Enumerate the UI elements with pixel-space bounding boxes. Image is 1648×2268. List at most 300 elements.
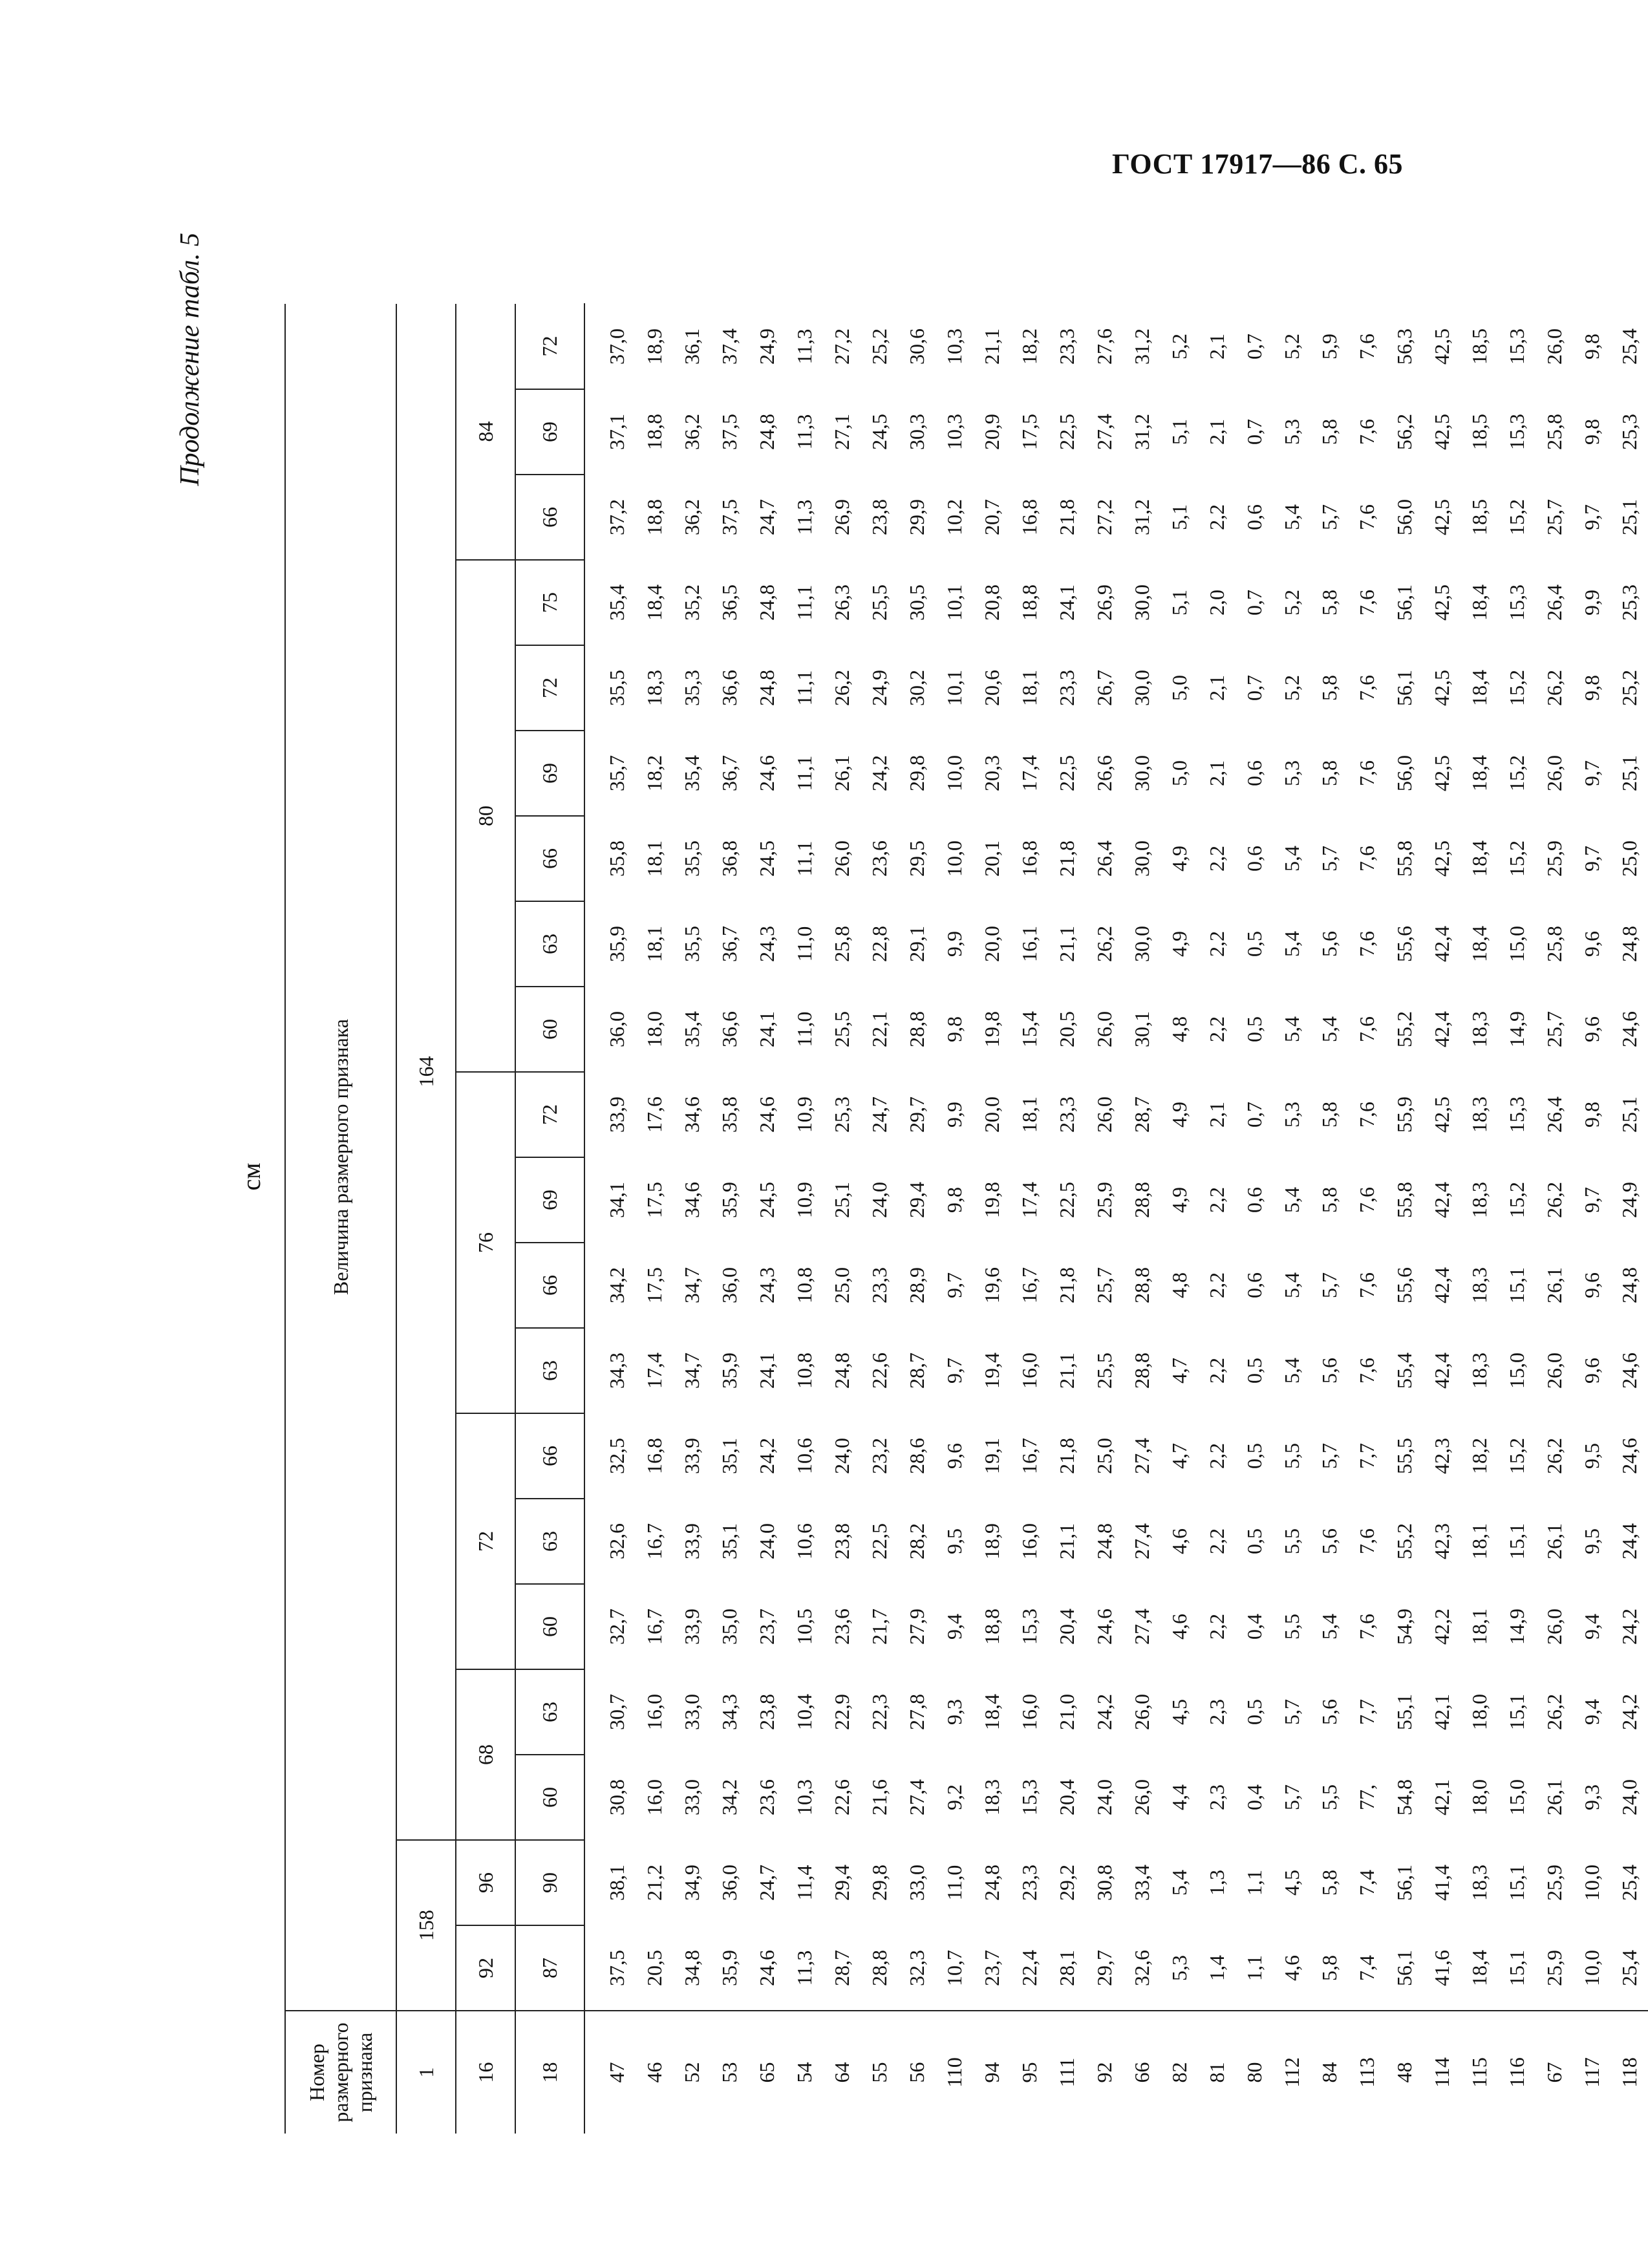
table-cell: 26,1	[1543, 1267, 1566, 1303]
table-cell: 42,4	[1430, 1353, 1453, 1389]
table-cell: 33,9	[680, 1609, 703, 1645]
table-cell: 2,2	[1205, 1443, 1228, 1469]
table-cell: 37,1	[605, 414, 628, 450]
row-number: 118	[1611, 2011, 1648, 2134]
table-cell: 21,8	[1055, 840, 1078, 877]
table-cell: 5,4	[1280, 1358, 1303, 1384]
table-cell: 18,8	[1018, 584, 1041, 621]
table-cell: 26,1	[830, 755, 853, 791]
table-cell: 30,5	[905, 584, 928, 621]
row1-label: 1	[396, 2011, 456, 2134]
table-row	[748, 304, 786, 2134]
table-row	[1498, 304, 1536, 2134]
table-cell: 5,7	[1318, 504, 1341, 530]
table-cell: 19,6	[980, 1267, 1003, 1303]
table-cell: 9,4	[1580, 1699, 1603, 1725]
table-cell: 7,6	[1355, 675, 1378, 701]
table-cell: 35,8	[718, 1097, 741, 1133]
table-cell: 9,6	[1580, 1358, 1603, 1384]
table-cell: 26,0	[830, 840, 853, 877]
table-row	[1198, 304, 1236, 2134]
table-cell: 5,6	[1318, 931, 1341, 957]
table-cell: 20,8	[980, 584, 1003, 621]
table-cell: 56,0	[1393, 499, 1416, 535]
table-cell: 16,7	[643, 1609, 666, 1645]
row-number: 114	[1423, 2011, 1461, 2134]
waist-header: 66	[515, 816, 584, 901]
table-cell: 2,2	[1205, 1358, 1228, 1384]
table-cell: 30,6	[905, 328, 928, 365]
table-cell: 21,8	[1055, 1438, 1078, 1474]
table-cell: 24,8	[830, 1353, 853, 1389]
table-cell: 0,4	[1243, 1614, 1266, 1640]
table-cell: 9,8	[943, 1187, 966, 1213]
table-cell: 4,9	[1168, 846, 1191, 872]
table-cell: 10,7	[943, 1950, 966, 1986]
table-row	[936, 304, 973, 2134]
table-cell: 11,1	[793, 840, 816, 877]
table-cell: 9,3	[1580, 1784, 1603, 1810]
table-cell: 0,5	[1243, 1016, 1266, 1042]
table-cell: 25,5	[868, 584, 891, 621]
table-cell: 10,5	[793, 1609, 816, 1645]
table-cell: 5,5	[1280, 1614, 1303, 1640]
table-cell: 18,0	[1468, 1694, 1491, 1730]
table-cell: 2,0	[1205, 590, 1228, 615]
table-cell: 15,3	[1505, 414, 1528, 450]
table-cell: 4,6	[1168, 1614, 1191, 1640]
table-cell: 36,5	[718, 584, 741, 621]
table-cell: 35,5	[680, 926, 703, 962]
table-cell: 9,6	[1580, 1272, 1603, 1298]
table-cell: 35,2	[680, 584, 703, 621]
table-cell: 15,1	[1505, 1950, 1528, 1986]
table-cell: 22,4	[1018, 1950, 1041, 1986]
table-cell: 5,2	[1280, 334, 1303, 359]
table-cell: 34,1	[605, 1182, 628, 1218]
table-cell: 18,1	[643, 926, 666, 962]
table-cell: 23,3	[1018, 1865, 1041, 1901]
table-cell: 18,3	[980, 1779, 1003, 1815]
table-cell: 34,6	[680, 1182, 703, 1218]
table-cell: 16,7	[1018, 1438, 1041, 1474]
row-number: 111	[1048, 2011, 1086, 2134]
table-cell: 9,8	[1580, 1102, 1603, 1128]
table-cell: 35,9	[718, 1950, 741, 1986]
table-cell: 29,4	[905, 1182, 928, 1218]
row-number: 95	[1011, 2011, 1048, 2134]
table-cell: 5,5	[1280, 1528, 1303, 1554]
waist-header: 72	[515, 304, 584, 389]
table-cell: 2,2	[1205, 931, 1228, 957]
table-cell: 33,9	[680, 1523, 703, 1559]
table-cell: 25,0	[830, 1267, 853, 1303]
table-cell: 22,5	[868, 1523, 891, 1559]
table-cell: 23,7	[980, 1950, 1003, 1986]
table-cell: 25,4	[1618, 328, 1641, 365]
table-cell: 4,5	[1168, 1699, 1191, 1725]
table-cell: 30,0	[1130, 584, 1153, 621]
table-cell: 24,8	[1618, 926, 1641, 962]
group-header: Величина размерного признака	[285, 304, 396, 2011]
table-cell: 0,5	[1243, 931, 1266, 957]
table-cell: 9,5	[1580, 1528, 1603, 1554]
table-cell: 18,4	[1468, 670, 1491, 706]
table-cell: 42,5	[1430, 840, 1453, 877]
table-cell: 26,2	[830, 670, 853, 706]
table-cell: 5,4	[1318, 1614, 1341, 1640]
table-cell: 35,4	[605, 584, 628, 621]
table-cell: 23,3	[868, 1267, 891, 1303]
table-cell: 5,3	[1280, 419, 1303, 445]
table-cell: 28,8	[1130, 1182, 1153, 1218]
table-cell: 10,6	[793, 1523, 816, 1559]
table-cell: 16,7	[643, 1523, 666, 1559]
table-cell: 0,7	[1243, 675, 1266, 701]
table-cell: 5,2	[1280, 675, 1303, 701]
table-cell: 25,7	[1093, 1267, 1116, 1303]
height-group-158: 158	[396, 1840, 456, 2011]
row-number: 94	[973, 2011, 1011, 2134]
table-cell: 0,4	[1243, 1784, 1266, 1810]
table-cell: 18,4	[1468, 755, 1491, 791]
table-cell: 7,6	[1355, 1272, 1378, 1298]
table-cell: 30,2	[905, 670, 928, 706]
row-number: 67	[1536, 2011, 1573, 2134]
table-cell: 22,5	[1055, 414, 1078, 450]
table-cell: 23,3	[1055, 328, 1078, 365]
table-cell: 5,7	[1280, 1784, 1303, 1810]
table-cell: 7,4	[1355, 1955, 1378, 1981]
unit-label: см	[237, 1162, 266, 1191]
table-cell: 22,9	[830, 1694, 853, 1730]
table-row	[1048, 304, 1086, 2134]
table-cell: 18,4	[1468, 584, 1491, 621]
table-cell: 24,7	[755, 1865, 778, 1901]
chest-header: 92	[456, 1925, 515, 2011]
table-cell: 25,0	[1093, 1438, 1116, 1474]
table-cell: 30,3	[905, 414, 928, 450]
table-cell: 27,4	[1093, 414, 1116, 450]
chest-header: 84	[456, 304, 515, 560]
table-cell: 24,2	[868, 755, 891, 791]
table-cell: 24,9	[1618, 1182, 1641, 1218]
table-cell: 5,7	[1318, 846, 1341, 872]
table-cell: 24,0	[1618, 1779, 1641, 1815]
table-cell: 42,3	[1430, 1438, 1453, 1474]
table-cell: 29,1	[905, 926, 928, 962]
table-cell: 37,0	[605, 328, 628, 365]
table-cell: 54,9	[1393, 1609, 1416, 1645]
table-cell: 21,8	[1055, 499, 1078, 535]
table-cell: 36,2	[680, 414, 703, 450]
table-cell: 32,6	[1130, 1950, 1153, 1986]
table-cell: 21,8	[1055, 1267, 1078, 1303]
table-cell: 0,6	[1243, 504, 1266, 530]
waist-header: 63	[515, 901, 584, 987]
table-row	[1123, 304, 1161, 2134]
table-cell: 5,6	[1318, 1699, 1341, 1725]
table-cell: 9,9	[1580, 590, 1603, 615]
table-cell: 26,2	[1543, 1694, 1566, 1730]
table-cell: 5,1	[1168, 590, 1191, 615]
waist-header: 69	[515, 731, 584, 816]
table-cell: 24,6	[1618, 1438, 1641, 1474]
table-cell: 5,5	[1318, 1784, 1341, 1810]
table-cell: 5,3	[1280, 1102, 1303, 1128]
table-cell: 18,4	[1468, 1950, 1491, 1986]
row-number: 48	[1386, 2011, 1423, 2134]
table-cell: 25,9	[1543, 840, 1566, 877]
table-cell: 55,6	[1393, 1267, 1416, 1303]
table-cell: 30,0	[1130, 755, 1153, 791]
table-cell: 15,1	[1505, 1523, 1528, 1559]
table-cell: 11,3	[793, 499, 816, 535]
row-number: 84	[1311, 2011, 1348, 2134]
table-cell: 5,4	[1280, 1272, 1303, 1298]
table-cell: 27,9	[905, 1609, 928, 1645]
waist-header: 66	[515, 475, 584, 560]
table-cell: 11,0	[793, 926, 816, 962]
table-cell: 1,4	[1205, 1955, 1228, 1981]
chest-header: 72	[456, 1413, 515, 1669]
table-cell: 22,6	[868, 1353, 891, 1389]
continuation-label: Продолжение табл. 5	[175, 233, 205, 486]
row-number: 81	[1198, 2011, 1236, 2134]
table-cell: 18,5	[1468, 499, 1491, 535]
table-cell: 24,5	[755, 1182, 778, 1218]
table-cell: 24,4	[1618, 1523, 1641, 1559]
table-cell: 29,9	[905, 499, 928, 535]
table-cell: 30,8	[605, 1779, 628, 1815]
table-row	[1423, 304, 1461, 2134]
table-cell: 2,3	[1205, 1699, 1228, 1725]
table-cell: 18,2	[1018, 328, 1041, 365]
table-cell: 27,2	[830, 328, 853, 365]
table-cell: 19,8	[980, 1182, 1003, 1218]
table-cell: 0,5	[1243, 1443, 1266, 1469]
table-cell: 17,4	[643, 1353, 666, 1389]
table-cell: 25,3	[830, 1097, 853, 1133]
table-cell: 0,6	[1243, 846, 1266, 872]
table-cell: 56,0	[1393, 755, 1416, 791]
table-cell: 29,5	[905, 840, 928, 877]
table-row	[861, 304, 898, 2134]
table-cell: 27,2	[1093, 499, 1116, 535]
table-cell: 16,0	[643, 1779, 666, 1815]
table-cell: 25,9	[1543, 1865, 1566, 1901]
table-cell: 42,5	[1430, 670, 1453, 706]
table-cell: 26,4	[1543, 584, 1566, 621]
table-cell: 2,1	[1205, 760, 1228, 786]
table-cell: 15,3	[1505, 584, 1528, 621]
table-cell: 16,0	[1018, 1523, 1041, 1559]
table-cell: 20,0	[980, 1097, 1003, 1133]
table-cell: 2,2	[1205, 1614, 1228, 1640]
waist-header: 72	[515, 1072, 584, 1157]
chest-header: 96	[456, 1840, 515, 1925]
table-cell: 20,9	[980, 414, 1003, 450]
table-row	[1461, 304, 1498, 2134]
table-cell: 23,2	[868, 1438, 891, 1474]
table-cell: 24,6	[755, 1950, 778, 1986]
table-cell: 26,3	[830, 584, 853, 621]
table-cell: 2,1	[1205, 419, 1228, 445]
table-cell: 18,3	[1468, 1011, 1491, 1047]
table-cell: 25,2	[868, 328, 891, 365]
table-cell: 5,2	[1168, 334, 1191, 359]
table-cell: 10,0	[1580, 1865, 1603, 1901]
table-cell: 16,0	[1018, 1353, 1041, 1389]
table-cell: 24,1	[1055, 584, 1078, 621]
table-cell: 18,5	[1468, 328, 1491, 365]
table-cell: 5,4	[1280, 931, 1303, 957]
table-cell: 35,5	[680, 840, 703, 877]
table-cell: 5,1	[1168, 504, 1191, 530]
table-cell: 20,4	[1055, 1609, 1078, 1645]
table-cell: 7,6	[1355, 846, 1378, 872]
table-cell: 27,4	[1130, 1438, 1153, 1474]
table-cell: 15,2	[1505, 840, 1528, 877]
table-cell: 9,8	[1580, 419, 1603, 445]
table-cell: 17,5	[1018, 414, 1041, 450]
table-cell: 15,1	[1505, 1694, 1528, 1730]
table-cell: 5,8	[1318, 419, 1341, 445]
table-cell: 25,5	[1093, 1353, 1116, 1389]
chest-header: 76	[456, 1072, 515, 1413]
table-cell: 35,0	[718, 1609, 741, 1645]
table-cell: 4,6	[1168, 1528, 1191, 1554]
table-cell: 42,5	[1430, 499, 1453, 535]
table-cell: 4,9	[1168, 1102, 1191, 1128]
table-cell: 9,2	[943, 1784, 966, 1810]
table-cell: 34,7	[680, 1353, 703, 1389]
table-cell: 55,5	[1393, 1438, 1416, 1474]
waist-header: 75	[515, 560, 584, 645]
table-cell: 5,0	[1168, 675, 1191, 701]
table-cell: 17,4	[1018, 755, 1041, 791]
table-cell: 35,9	[718, 1353, 741, 1389]
table-cell: 30,0	[1130, 670, 1153, 706]
table-cell: 0,6	[1243, 1187, 1266, 1213]
table-cell: 36,6	[718, 670, 741, 706]
table-cell: 35,7	[605, 755, 628, 791]
chest-header: 68	[456, 1669, 515, 1840]
table-cell: 24,0	[868, 1182, 891, 1218]
table-cell: 42,5	[1430, 414, 1453, 450]
table-cell: 19,4	[980, 1353, 1003, 1389]
table-cell: 15,3	[1018, 1609, 1041, 1645]
table-cell: 26,6	[1093, 755, 1116, 791]
table-cell: 5,8	[1318, 760, 1341, 786]
table-cell: 31,2	[1130, 328, 1153, 365]
table-cell: 16,8	[643, 1438, 666, 1474]
table-cell: 22,1	[868, 1011, 891, 1047]
table-cell: 34,3	[605, 1353, 628, 1389]
table-cell: 30,1	[1130, 1011, 1153, 1047]
table-cell: 5,8	[1318, 1955, 1341, 1981]
table-cell: 35,4	[680, 1011, 703, 1047]
table-cell: 7,7	[1355, 1699, 1378, 1725]
table-cell: 56,1	[1393, 1865, 1416, 1901]
table-cell: 9,4	[1580, 1614, 1603, 1640]
size-table	[284, 303, 1648, 2134]
table-cell: 9,4	[943, 1614, 966, 1640]
table-cell: 9,7	[943, 1272, 966, 1298]
table-cell: 5,4	[1280, 1016, 1303, 1042]
table-cell: 29,7	[1093, 1950, 1116, 1986]
table-cell: 20,5	[1055, 1011, 1078, 1047]
table-cell: 9,7	[1580, 846, 1603, 872]
table-cell: 42,4	[1430, 1011, 1453, 1047]
table-cell: 26,2	[1093, 926, 1116, 962]
table-cell: 7,6	[1355, 334, 1378, 359]
table-cell: 2,2	[1205, 846, 1228, 872]
table-cell: 0,5	[1243, 1358, 1266, 1384]
table-cell: 0,5	[1243, 1699, 1266, 1725]
table-cell: 32,5	[605, 1438, 628, 1474]
table-cell: 20,3	[980, 755, 1003, 791]
row-number: 112	[1273, 2011, 1311, 2134]
table-row	[636, 304, 673, 2134]
table-cell: 42,5	[1430, 584, 1453, 621]
table-cell: 28,7	[1130, 1097, 1153, 1133]
waist-header: 90	[515, 1840, 584, 1925]
table-cell: 28,8	[1130, 1353, 1153, 1389]
table-cell: 5,7	[1280, 1699, 1303, 1725]
table-cell: 26,2	[1543, 1182, 1566, 1218]
table-cell: 32,6	[605, 1523, 628, 1559]
row-number: 113	[1348, 2011, 1386, 2134]
table-cell: 20,7	[980, 499, 1003, 535]
table-cell: 7,6	[1355, 760, 1378, 786]
table-cell: 18,8	[643, 414, 666, 450]
table-cell: 26,9	[830, 499, 853, 535]
table-cell: 9,9	[943, 931, 966, 957]
table-cell: 7,4	[1355, 1870, 1378, 1896]
table-cell: 15,3	[1505, 328, 1528, 365]
row3-label: 18	[515, 2011, 584, 2134]
table-cell: 25,1	[1618, 755, 1641, 791]
table-cell: 23,3	[1055, 1097, 1078, 1133]
table-cell: 27,6	[1093, 328, 1116, 365]
table-cell: 25,1	[830, 1182, 853, 1218]
table-cell: 42,5	[1430, 755, 1453, 791]
table-cell: 26,4	[1543, 1097, 1566, 1133]
table-cell: 37,5	[718, 499, 741, 535]
row-number: 47	[584, 2011, 636, 2134]
table-cell: 23,8	[830, 1523, 853, 1559]
table-row	[1161, 304, 1198, 2134]
table-cell: 5,7	[1318, 1443, 1341, 1469]
table-cell: 33,0	[680, 1779, 703, 1815]
table-cell: 33,0	[680, 1694, 703, 1730]
table-cell: 2,1	[1205, 334, 1228, 359]
table-cell: 9,7	[1580, 760, 1603, 786]
waist-header: 60	[515, 987, 584, 1072]
table-cell: 56,1	[1393, 670, 1416, 706]
table-cell: 4,7	[1168, 1443, 1191, 1469]
table-cell: 24,7	[868, 1097, 891, 1133]
table-cell: 1,3	[1205, 1870, 1228, 1896]
table-cell: 55,1	[1393, 1694, 1416, 1730]
table-cell: 24,5	[868, 414, 891, 450]
table-cell: 7,6	[1355, 504, 1378, 530]
table-cell: 34,6	[680, 1097, 703, 1133]
table-cell: 15,0	[1505, 926, 1528, 962]
table-cell: 11,1	[793, 584, 816, 621]
table-cell: 2,2	[1205, 1187, 1228, 1213]
